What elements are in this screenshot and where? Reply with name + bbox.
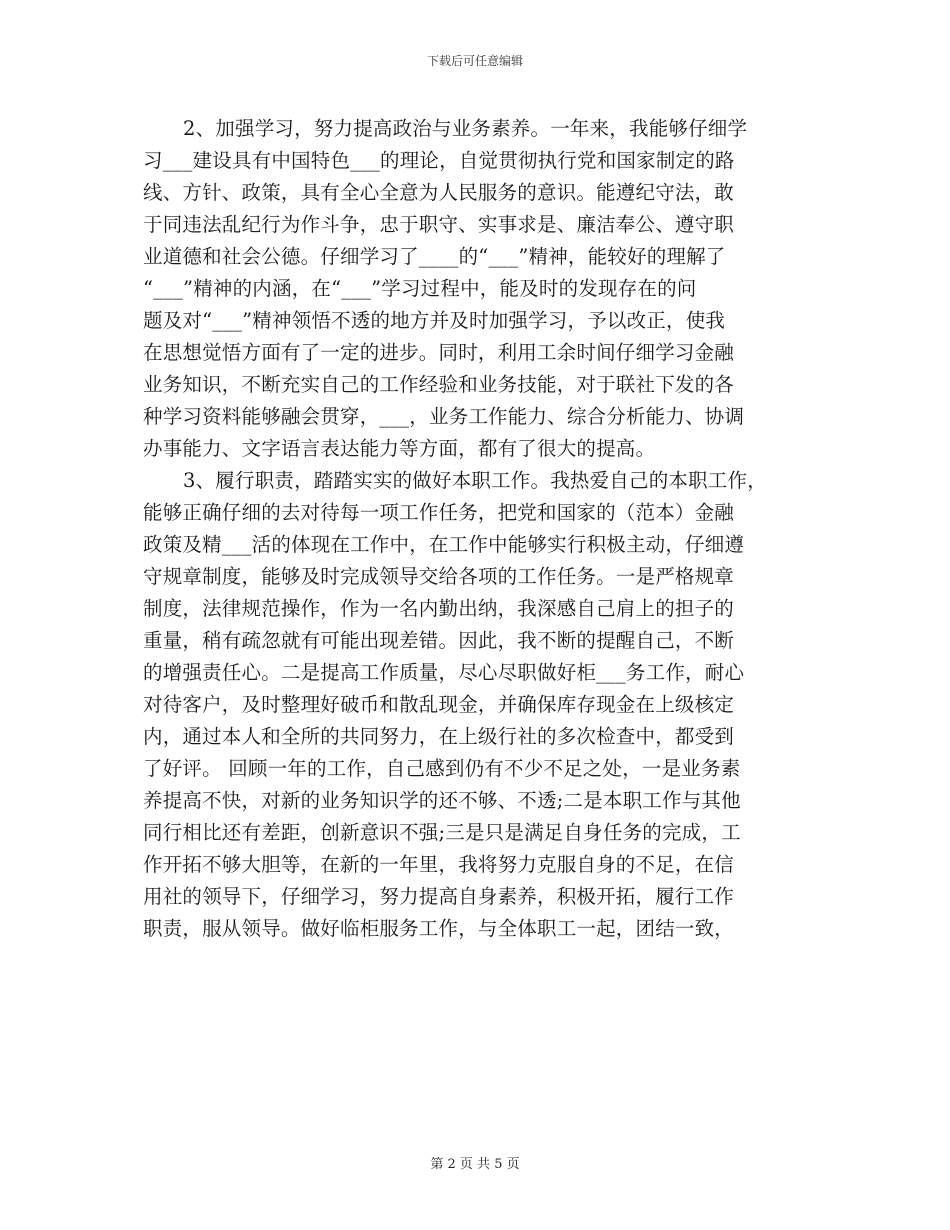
page-header-note: 下载后可任意编辑 xyxy=(426,54,523,68)
text-line: 在思想觉悟方面有了一定的进步。同时，利用工余时间仔细学习金融 xyxy=(143,341,735,364)
text-line: 的增强责任心。二是提高工作质量，尽心尽职做好柜___务工作，耐心 xyxy=(143,661,745,684)
text-line: 3、履行职责，踏踏实实的做好本职工作。我热爱自己的本职工作， xyxy=(183,469,767,492)
text-line: 办事能力、文字语言表达能力等方面，都有了很大的提高。 xyxy=(143,437,656,460)
text-line: “___”精神的内涵，在“___”学习过程中，能及时的发现存在的问 xyxy=(143,277,697,300)
text-line: 作开拓不够大胆等，在新的一年里，我将努力克服自身的不足，在信 xyxy=(143,853,735,876)
text-line: 重量，稍有疏忽就有可能出现差错。因此，我不断的提醒自己，不断 xyxy=(143,629,735,652)
text-line: 业道德和社会公德。仔细学习了____的“___”精神，能较好的理解了 xyxy=(143,245,726,268)
text-line: 职责，服从领导。做好临柜服务工作，与全体职工一起，团结一致， xyxy=(143,917,735,940)
page-number-footer: 第 2 页 共 5 页 xyxy=(430,1157,520,1172)
text-line: 2、加强学习，努力提高政治与业务素养。一年来，我能够仔细学 xyxy=(183,117,748,140)
text-line: 养提高不快，对新的业务知识学的还不够、不透;二是本职工作与其他 xyxy=(143,789,741,812)
text-line: 对待客户，及时整理好破币和散乱现金，并确保库存现金在上级核定 xyxy=(143,693,735,716)
document-body xyxy=(143,113,813,945)
text-line: 习___建设具有中国特色___的理论，自觉贯彻执行党和国家制定的路 xyxy=(143,149,735,172)
text-line: 制度，法律规范操作，作为一名内勤出纳，我深感自己肩上的担子的 xyxy=(143,597,735,620)
text-line: 于同违法乱纪行为作斗争，忠于职守、实事求是、廉洁奉公、遵守职 xyxy=(143,213,735,236)
text-line: 政策及精___活的体现在工作中，在工作中能够实行积极主动，仔细遵 xyxy=(143,533,745,556)
text-line: 同行相比还有差距，创新意识不强;三是只是满足自身任务的完成，工 xyxy=(143,821,741,844)
text-line: 用社的领导下，仔细学习，努力提高自身素养，积极开拓，履行工作 xyxy=(143,885,735,908)
text-line: 业务知识，不断充实自己的工作经验和业务技能，对于联社下发的各 xyxy=(143,373,735,396)
text-line: 种学习资料能够融会贯穿，___，业务工作能力、综合分析能力、协调 xyxy=(143,405,745,428)
text-line: 能够正确仔细的去对待每一项工作任务，把党和国家的（范本）金融 xyxy=(143,501,735,524)
text-line: 了好评。 回顾一年的工作，自己感到仍有不少不足之处，一是业务素 xyxy=(143,757,741,780)
text-line: 内，通过本人和全所的共同努力，在上级行社的多次检查中，都受到 xyxy=(143,725,735,748)
text-line: 题及对“___”精神领悟不透的地方并及时加强学习，予以改正，使我 xyxy=(143,309,726,332)
text-line: 线、方针、政策，具有全心全意为人民服务的意识。能遵纪守法，敢 xyxy=(143,181,735,204)
text-line: 守规章制度，能够及时完成领导交给各项的工作任务。一是严格规章 xyxy=(143,565,735,588)
